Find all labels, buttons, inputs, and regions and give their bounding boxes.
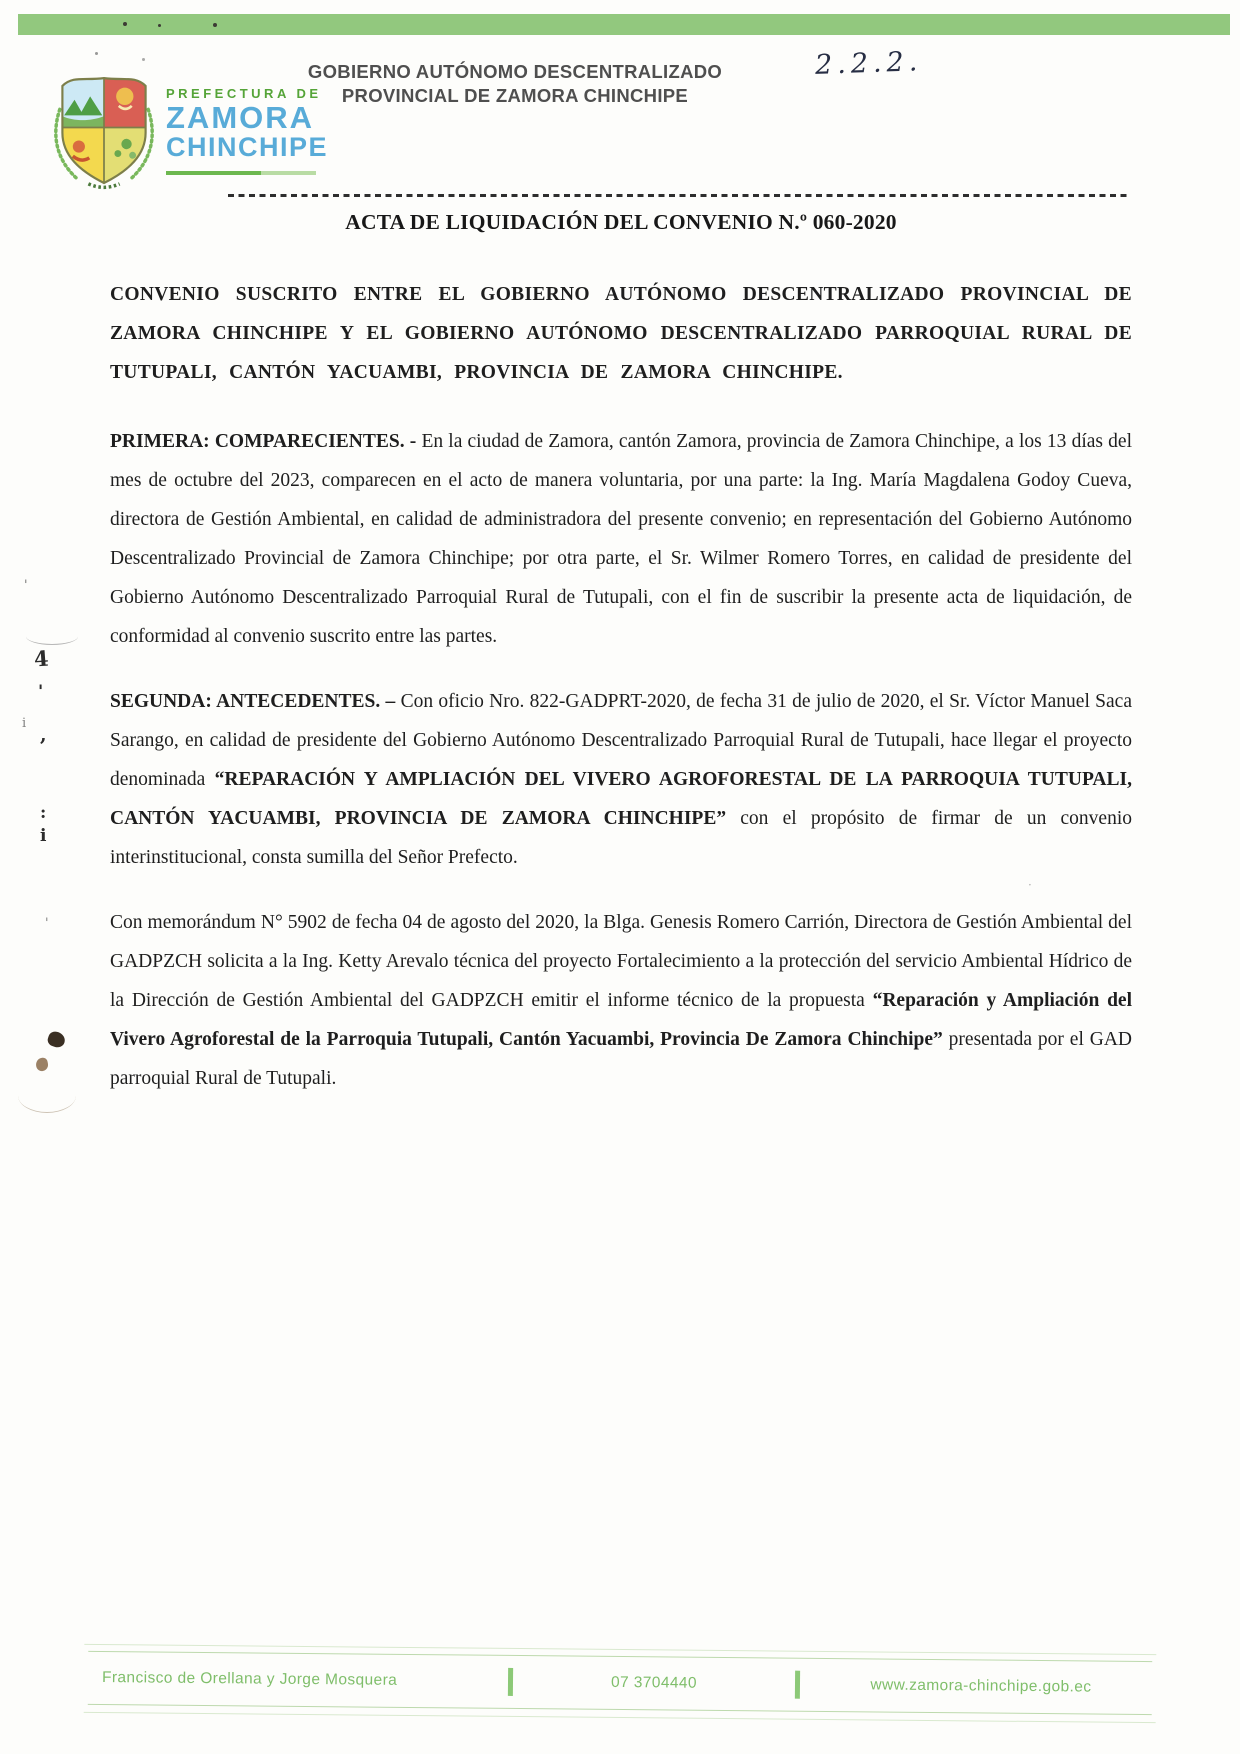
ink-mark xyxy=(26,628,78,645)
paragraph xyxy=(110,682,1132,877)
scan-speck xyxy=(95,52,98,55)
page-footer xyxy=(88,1651,1152,1715)
paragraph xyxy=(110,275,1132,392)
scan-speck: · xyxy=(1028,878,1032,892)
document-content xyxy=(110,210,1132,1124)
paragraph-text-run: Con oficio Nro. 822-GADPRT-2020, de fecha 31 de julio de 2020, el Sr. Víctor Manuel Saca Sarango, en calidad de presidente del Gobierno Autónomo Descentralizado Parroquial Rural de Tutupali, hace llegar el proyecto denominada xyxy=(110,691,1132,790)
paragraph xyxy=(110,422,1132,656)
paragraph-text-run: Con memorándum N° 5902 de fecha 04 de agosto del 2020, la Blga. Genesis Romero Carrión, Directora de Gestión Ambiental del GADPZCH solicita a la Ing. Ketty Arevalo técnica del proyecto Fortalecimiento a la protección del servicio Ambiental Hídrico de la Dirección de Gestión Ambiental del GADPZCH emitir el informe técnico de la propuesta xyxy=(110,912,1132,1011)
scan-speck xyxy=(213,23,217,27)
document-body xyxy=(110,275,1132,1098)
footer-phone: 07 3704440 xyxy=(610,1673,698,1692)
ink-blot xyxy=(46,1030,67,1050)
header-green-bar xyxy=(18,14,1230,35)
logo-prefix-label: PREFECTURA DE xyxy=(166,86,322,101)
paragraph-bold-run: “REPARACIÓN Y AMPLIACIÓN DEL VIVERO AGROFORESTAL DE LA PARROQUIA TUTUPALI, CANTÓN YACUAMBI, PROVINCIA DE ZAMORA CHINCHIPE” xyxy=(110,769,1132,829)
logo-name-zamora: ZAMORA xyxy=(166,100,315,135)
logo-name-chinchipe: CHINCHIPE xyxy=(166,132,329,162)
paragraph xyxy=(110,903,1132,1098)
document-title: ACTA DE LIQUIDACIÓN DEL CONVENIO N.º 060-2020 xyxy=(345,210,897,234)
ink-mark: ' xyxy=(45,916,49,931)
ink-mark: 4 xyxy=(33,645,50,672)
paragraph-text-run: presentada por el GAD parroquial Rural de Tutupali. xyxy=(110,1029,1132,1089)
organization-title-line2: PROVINCIAL DE ZAMORA CHINCHIPE xyxy=(341,85,689,106)
paragraph-bold-run: CONVENIO SUSCRITO ENTRE EL GOBIERNO AUTÓNOMO DESCENTRALIZADO PROVINCIAL DE ZAMORA CHINCHIPE Y EL GOBIERNO AUTÓNOMO DESCENTRALIZADO PARROQUIAL RURAL DE TUTUPALI, CANTÓN YACUAMBI, PROVINCIA DE ZAMORA CHINCHIPE. xyxy=(110,284,1132,383)
ink-mark: : xyxy=(40,803,47,823)
handwritten-annotation: 2.2.2. xyxy=(814,46,923,81)
organization-title-line1: GOBIERNO AUTÓNOMO DESCENTRALIZADO xyxy=(307,61,723,82)
ink-mark: i xyxy=(22,716,27,731)
paragraph-text-run: con el propósito de firmar de un convenio interinstitucional, consta sumilla del Señor Prefecto. xyxy=(110,808,1132,868)
paragraph-text-run: En la ciudad de Zamora, cantón Zamora, provincia de Zamora Chinchipe, a los 13 días del mes de octubre del 2023, comparecen en el acto de manera voluntaria, por una parte: la Ing. María Magdalena Godoy Cueva, directora de Gestión Ambiental, en calidad de administradora del presente convenio; en representación del Gobierno Autónomo Descentralizado Provincial de Zamora Chinchipe; por otra parte, el Sr. Wilmer Romero Torres, en calidad de presidente del Gobierno Autónomo Descentralizado Parroquial Rural de Tutupali, con el fin de suscribir la presente acta de liquidación, de conformidad al convenio suscrito entre las partes. xyxy=(110,431,1132,647)
paragraph-bold-run: SEGUNDA: ANTECEDENTES. – xyxy=(110,691,401,712)
ink-mark xyxy=(18,1078,76,1113)
ink-mark: ' xyxy=(38,682,44,702)
scan-speck xyxy=(158,24,161,27)
footer-band xyxy=(88,1651,1152,1715)
organization-title xyxy=(255,60,775,108)
footer-separator-bar xyxy=(795,1671,800,1699)
paragraph-bold-run: “Reparación y Ampliación del Vivero Agroforestal de la Parroquia Tutupali, Cantón Yacuambi, Provincia De Zamora Chinchipe” xyxy=(110,990,1132,1050)
paragraph-bold-run: PRIMERA: COMPARECIENTES. - xyxy=(110,431,422,452)
letterhead xyxy=(0,40,1240,200)
dotted-separator xyxy=(228,194,1128,197)
ink-mark: , xyxy=(40,724,47,746)
coat-of-arms-shield-icon xyxy=(52,68,156,194)
ink-blot xyxy=(35,1057,49,1072)
logo-underline xyxy=(166,171,316,175)
ink-mark: i xyxy=(40,826,47,846)
ink-mark: ' xyxy=(24,578,28,593)
scan-speck xyxy=(123,22,127,26)
footer-website: www.zamora-chinchipe.gob.ec xyxy=(870,1676,1092,1696)
footer-address: Francisco de Orellana y Jorge Mosquera xyxy=(101,1669,398,1689)
footer-separator-bar xyxy=(508,1668,513,1696)
scan-speck xyxy=(142,58,145,61)
